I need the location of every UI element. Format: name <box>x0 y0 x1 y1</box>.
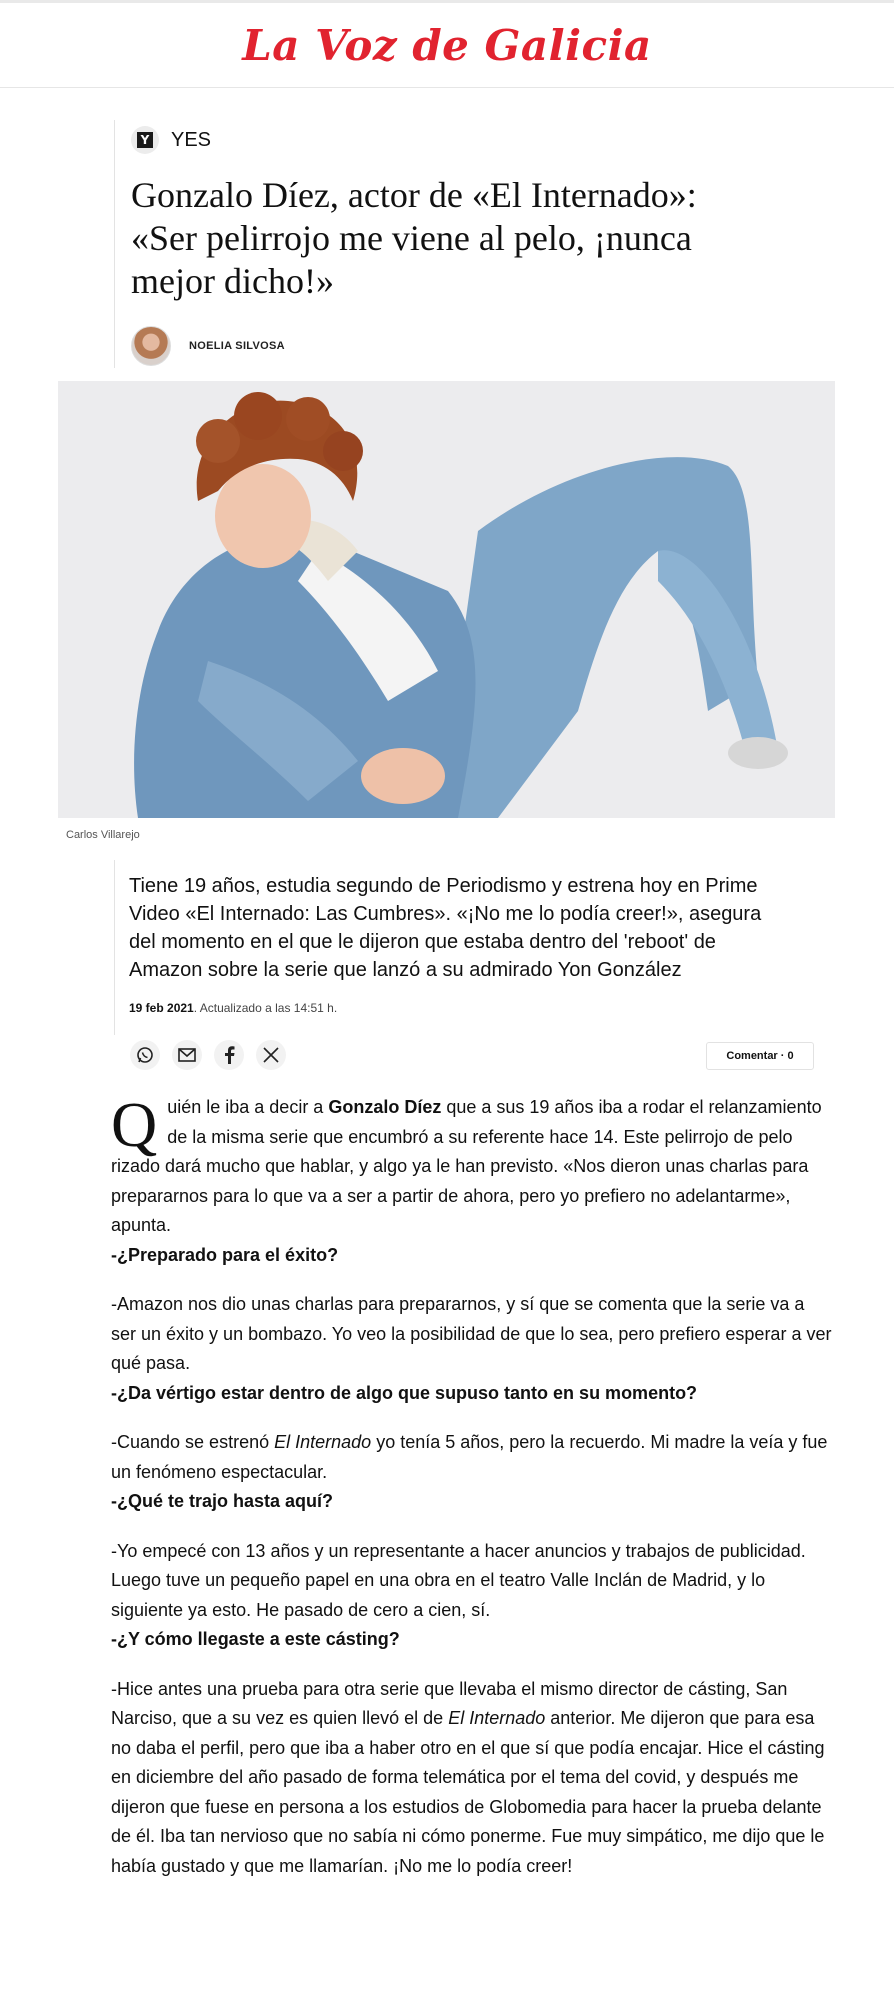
photo-credit: Carlos Villarejo <box>66 829 140 841</box>
question-2: -¿Da vértigo estar dentro de algo que supuso tanto en su momento? <box>111 1382 698 1403</box>
intro-paragraph: Quién le iba a decir a Gonzalo Díez que a sus 19 años iba a rodar el relanzamiento de la misma serie que encumbró a su referente hace 14. Este pelirrojo de pelo rizado dará mucho que hablar, y algo ya le han previsto. «Nos dieron unas charlas para prepararnos para lo que va a ser a partir de ahora, pero yo prefiero no adelantarme», apunta. <box>111 1089 822 1235</box>
question-1: -¿Preparado para el éxito? <box>111 1244 339 1265</box>
x-icon[interactable] <box>256 1040 286 1070</box>
author-name: NOELIA SILVOSA <box>189 340 285 352</box>
article-body <box>111 1089 834 1881</box>
publish-date <box>129 1001 337 1015</box>
yes-section-icon: Y <box>131 126 159 154</box>
updated-time: . Actualizado a las 14:51 h. <box>193 1001 338 1015</box>
article-lede: Tiene 19 años, estudia segundo de Periodismo y estrena hoy en Prime Video «El Internado: Las Cumbres». «¡No me lo podía creer!», asegura del momento en el que le dijeron que estaba dentro del 'reboot' de Amazon sobre la serie que lanzó a su admirado Yon González <box>129 875 762 981</box>
bold-name[interactable]: Gonzalo Díez <box>328 1097 442 1117</box>
date: 19 feb 2021 <box>129 1001 194 1015</box>
article-headline: Gonzalo Díez, actor de «El Internado»: «Ser pelirrojo me viene al pelo, ¡nunca mejor dicho!» <box>131 175 697 301</box>
answer-3: -Yo empecé con 13 años y un representante a hacer anuncios y trabajos de publicidad. Luego tuve un pequeño papel en una obra en el teatro Valle Inclán de Madrid, y lo siguiente ya esto. He pasado de cero a cien, sí. <box>111 1540 806 1620</box>
facebook-icon[interactable] <box>214 1040 244 1070</box>
share-bar <box>130 1038 814 1076</box>
question-4: -¿Y cómo llegaste a este cásting? <box>111 1629 400 1649</box>
section-label: YES <box>171 128 212 151</box>
whatsapp-icon[interactable] <box>130 1040 160 1070</box>
answer-1: -Amazon nos dio unas charlas para prepararnos, y sí que se comenta que la serie va a ser un éxito y un bombazo. Yo veo la posibilidad de que lo sea, pero prefiero esperar a ver qué pasa. <box>111 1294 832 1373</box>
section-tag[interactable] <box>131 126 211 154</box>
article-photo <box>58 381 835 818</box>
article-summary <box>114 860 794 1035</box>
site-logo[interactable]: La Voz de Galicia <box>242 20 652 70</box>
comment-button[interactable]: Comentar · 0 <box>706 1042 814 1070</box>
photo-illustration <box>58 381 835 818</box>
author-byline[interactable] <box>131 326 285 366</box>
answer-2: -Cuando se estrenó El Internado yo tenía 5 años, pero la recuerdo. Mi madre la veía y fue un fenómeno espectacular. <box>111 1432 828 1482</box>
site-header <box>0 3 894 88</box>
answer-4: -Hice antes una prueba para otra serie que llevaba el mismo director de cásting, San Narciso, que a su vez es quien llevó el de El Internado anterior. Me dijeron que para esa no daba el perfil, pero que iba a haber otro en el que sí que podía encajar. Hice el cásting en diciembre del año pasado de forma telemática por el tema del covid, y después me dijeron que fuese en persona a los estudios de Globomedia para hacer la prueba delante de él. Iba tan nervioso que no sabía ni cómo ponerme. Fue muy simpático, me dijo que le había gustado y que me llamarían. ¡No me lo podía creer! <box>111 1678 825 1876</box>
dropcap: Q <box>111 1089 158 1160</box>
email-icon[interactable] <box>172 1040 202 1070</box>
article-header <box>114 120 794 368</box>
question-3: -¿Qué te trajo hasta aquí? <box>111 1491 334 1511</box>
author-avatar <box>131 326 171 366</box>
